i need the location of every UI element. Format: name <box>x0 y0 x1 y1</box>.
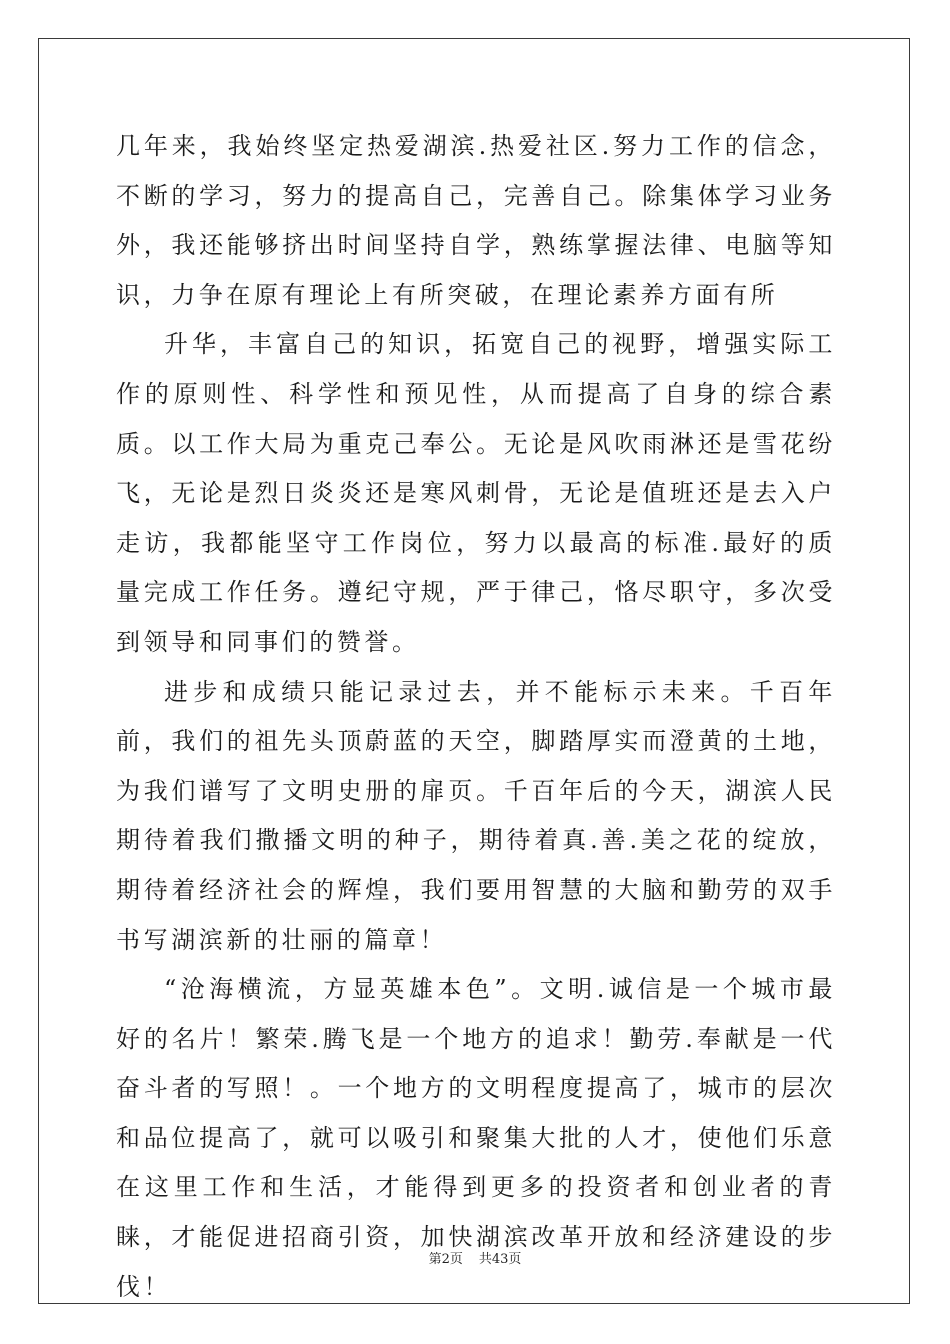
page-footer <box>0 1248 950 1267</box>
paragraph-4: “沧海横流，方显英雄本色”。文明.诚信是一个城市最好的名片！繁荣.腾飞是一个地方的追求！勤劳.奉献是一代奋斗者的写照！。一个地方的文明程度提高了，城市的层次和品位提高了，就可以吸引和聚集大批的人才，使他们乐意在这里工作和生活，才能得到更多的投资者和创业者的青睐，才能促进招商引资，加快湖滨改革开放和经济建设的步伐！ <box>116 975 836 1301</box>
document-body <box>116 122 836 1312</box>
page-total: 共43页 <box>478 1252 522 1267</box>
page-number: 第2页 <box>428 1252 463 1267</box>
paragraph-2: 升华，丰富自己的知识，拓宽自己的视野，增强实际工作的原则性、科学性和预见性，从而提高了自身的综合素质。以工作大局为重克己奉公。无论是风吹雨淋还是雪花纷飞，无论是烈日炎炎还是寒风刺骨，无论是值班还是去入户走访，我都能坚守工作岗位，努力以最高的标准.最好的质量完成工作任务。遵纪守规，严于律己，恪尽职守，多次受到领导和同事们的赞誉。 <box>116 330 836 656</box>
paragraph-1: 几年来，我始终坚定热爱湖滨.热爱社区.努力工作的信念，不断的学习，努力的提高自己，完善自己。除集体学习业务外，我还能够挤出时间坚持自学，熟练掌握法律、电脑等知识，力争在原有理论上有所突破，在理论素养方面有所 <box>116 132 836 309</box>
paragraph-3: 进步和成绩只能记录过去，并不能标示未来。千百年前，我们的祖先头顶蔚蓝的天空，脚踏厚实而澄黄的土地，为我们谱写了文明史册的扉页。千百年后的今天，湖滨人民期待着我们撒播文明的种子，期待着真.善.美之花的绽放，期待着经济社会的辉煌，我们要用智慧的大脑和勤劳的双手书写湖滨新的壮丽的篇章！ <box>116 677 836 954</box>
